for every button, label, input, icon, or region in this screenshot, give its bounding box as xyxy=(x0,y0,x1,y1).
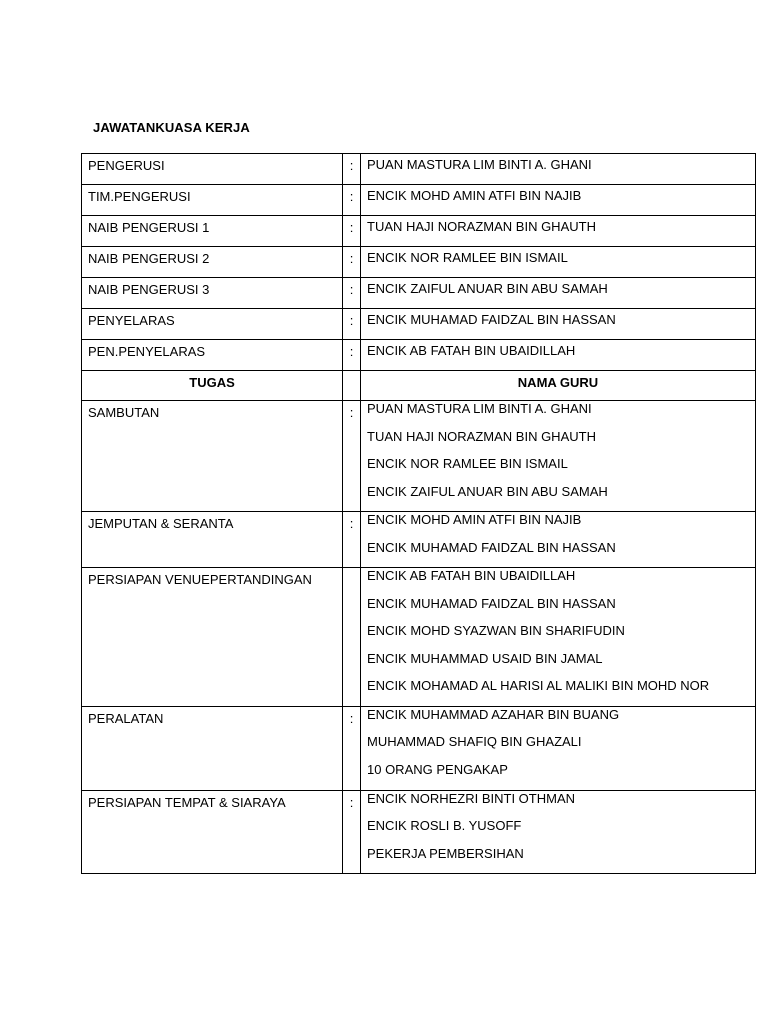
teacher-name: ENCIK MOHD AMIN ATFI BIN NAJIB xyxy=(367,512,582,527)
teacher-name: ENCIK MUHAMMAD USAID BIN JAMAL xyxy=(367,650,603,666)
task-row xyxy=(82,512,756,568)
colon-separator: : xyxy=(349,516,354,531)
teacher-name: ENCIK MUHAMAD FAIDZAL BIN HASSAN xyxy=(367,539,616,555)
task-row xyxy=(82,568,756,707)
committee-row xyxy=(82,247,756,278)
teacher-name: ENCIK AB FATAH BIN UBAIDILLAH xyxy=(367,568,576,583)
member-name: TUAN HAJI NORAZMAN BIN GHAUTH xyxy=(367,219,596,234)
role-label: NAIB PENGERUSI 1 xyxy=(88,220,210,235)
colon-separator: : xyxy=(349,710,354,726)
task-label: JEMPUTAN & SERANTA xyxy=(88,516,234,531)
colon-separator: : xyxy=(349,158,354,173)
teacher-name: PEKERJA PEMBERSIHAN xyxy=(367,845,524,861)
teacher-name: MUHAMMAD SHAFIQ BIN GHAZALI xyxy=(367,734,582,749)
task-row xyxy=(82,401,756,512)
member-name: ENCIK AB FATAH BIN UBAIDILLAH xyxy=(367,343,576,358)
teacher-name: ENCIK MOHAMAD AL HARISI AL MALIKI BIN MOHD NOR xyxy=(367,678,710,693)
teacher-name: PUAN MASTURA LIM BINTI A. GHANI xyxy=(367,401,592,416)
teacher-list xyxy=(361,707,755,790)
committee-row xyxy=(82,278,756,309)
colon-separator: : xyxy=(349,344,354,359)
colon-separator: : xyxy=(349,189,354,204)
header-teacher: NAMA GURU xyxy=(517,375,599,390)
role-label: PENYELARAS xyxy=(88,313,175,328)
page-title: JAWATANKUASA KERJA xyxy=(93,120,250,135)
colon-separator: : xyxy=(349,282,354,297)
task-label: PERSIAPAN VENUEPERTANDINGAN xyxy=(88,572,312,587)
member-name: PUAN MASTURA LIM BINTI A. GHANI xyxy=(367,157,592,172)
committee-row xyxy=(82,216,756,247)
task-label: PERSIAPAN TEMPAT & SIARAYA xyxy=(88,794,286,810)
member-name: ENCIK MOHD AMIN ATFI BIN NAJIB xyxy=(367,188,582,203)
teacher-list xyxy=(361,791,755,874)
teacher-list xyxy=(361,512,755,567)
task-row xyxy=(82,706,756,790)
colon-separator: : xyxy=(349,794,354,810)
role-label: TIM.PENGERUSI xyxy=(88,189,191,204)
teacher-name: ENCIK NOR RAMLEE BIN ISMAIL xyxy=(367,456,568,471)
teacher-name: ENCIK MOHD SYAZWAN BIN SHARIFUDIN xyxy=(367,623,625,638)
role-label: NAIB PENGERUSI 3 xyxy=(88,282,210,297)
committee-row xyxy=(82,340,756,371)
teacher-list xyxy=(361,568,755,706)
task-label: SAMBUTAN xyxy=(88,405,160,420)
role-label: PEN.PENYELARAS xyxy=(88,344,206,359)
task-label: PERALATAN xyxy=(88,710,164,726)
committee-row xyxy=(82,154,756,185)
member-name: ENCIK MUHAMAD FAIDZAL BIN HASSAN xyxy=(367,312,616,327)
header-task: TUGAS xyxy=(189,375,235,390)
colon-separator: : xyxy=(349,405,354,420)
member-name: ENCIK NOR RAMLEE BIN ISMAIL xyxy=(367,250,568,265)
committee-row xyxy=(82,309,756,340)
member-name: ENCIK ZAIFUL ANUAR BIN ABU SAMAH xyxy=(367,281,608,296)
table-header-row xyxy=(82,371,756,401)
colon-separator: : xyxy=(349,251,354,266)
colon-separator: : xyxy=(349,313,354,328)
colon-separator xyxy=(343,568,360,572)
role-label: NAIB PENGERUSI 2 xyxy=(88,251,210,266)
teacher-name: ENCIK MUHAMAD FAIDZAL BIN HASSAN xyxy=(367,595,616,611)
teacher-name: ENCIK ROSLI B. YUSOFF xyxy=(367,818,522,833)
teacher-name: ENCIK MUHAMMAD AZAHAR BIN BUANG xyxy=(367,706,620,722)
teacher-list xyxy=(361,401,755,511)
teacher-name: TUAN HAJI NORAZMAN BIN GHAUTH xyxy=(367,428,596,444)
role-label: PENGERUSI xyxy=(88,158,165,173)
task-row xyxy=(82,790,756,874)
colon-separator: : xyxy=(349,220,354,235)
committee-table xyxy=(81,153,756,874)
teacher-name: ENCIK ZAIFUL ANUAR BIN ABU SAMAH xyxy=(367,483,608,499)
committee-row xyxy=(82,185,756,216)
teacher-name: 10 ORANG PENGAKAP xyxy=(367,761,508,777)
teacher-name: ENCIK NORHEZRI BINTI OTHMAN xyxy=(367,790,576,806)
